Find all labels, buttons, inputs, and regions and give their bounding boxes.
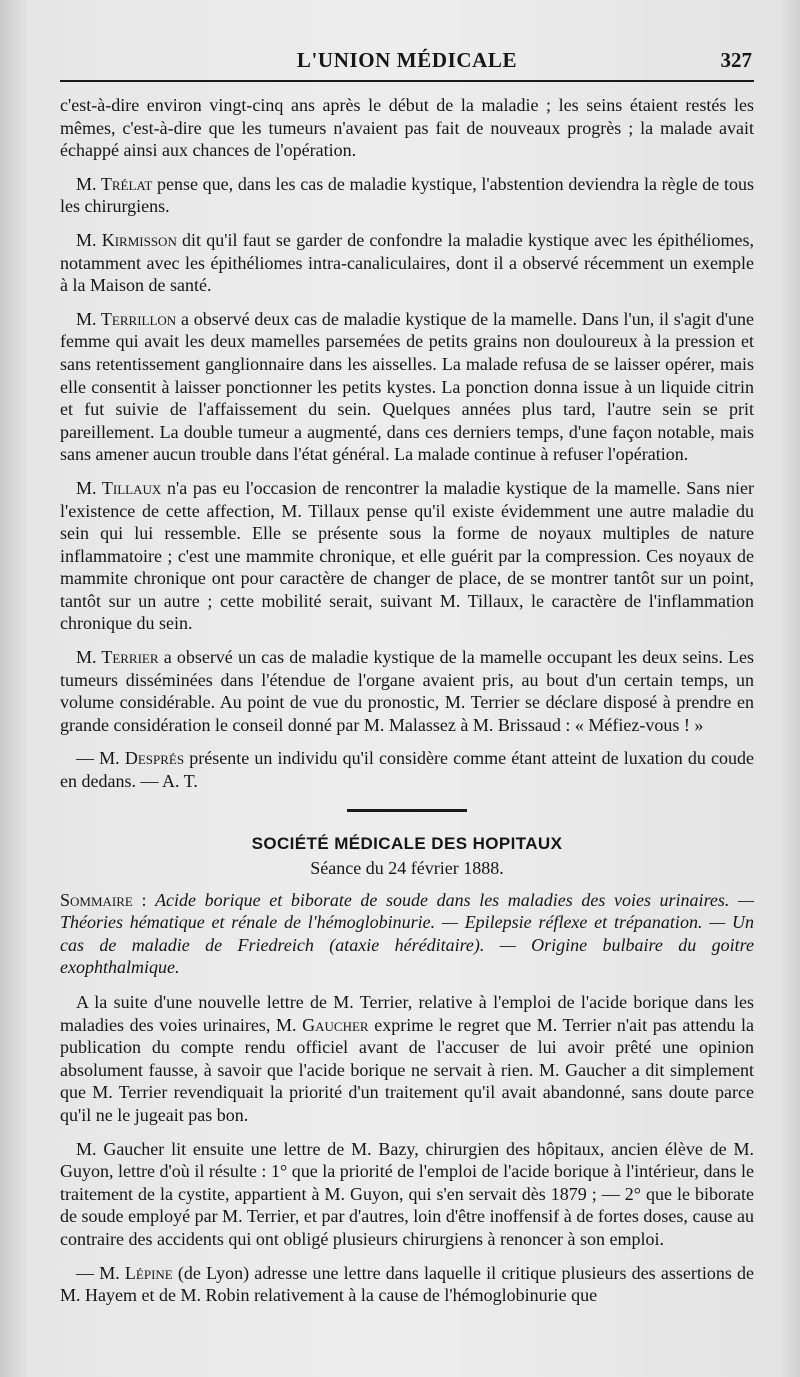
paragraph-text: pense que, dans les cas de maladie kystique, l'abstention deviendra la règle de tous les chirurgiens. <box>60 173 754 217</box>
paragraph-continuation <box>60 94 754 162</box>
paragraph-gaucher <box>60 991 754 1127</box>
speaker-name: M. Kirmisson <box>76 229 177 250</box>
paragraph-text: exprime le regret que M. Terrier n'ait pas attendu la publication du compte rendu officiel avant de l'accuser de lui avoir prêté une opinion absolument fausse, à savoir que l'acide borique ne servait à rien. M. Gaucher a dit simplement que M. Terrier revendiquait la priorité d'un traitement qu'il avait abandonné, sans doute parce qu'il ne le jugeait pas bon. <box>60 1014 754 1125</box>
speaker-name: M. Terrillon <box>76 308 177 329</box>
section-divider <box>347 809 467 812</box>
section-title: SOCIÉTÉ MÉDICALE DES HOPITAUX <box>251 833 563 853</box>
paragraph-text: a observé un cas de maladie kystique de la mamelle occupant les deux seins. Les tumeurs disséminées dans l'étendue de l'organe avaient pris, au bout d'un certain temps, un volume considérable. Au point de vue du pronostic, M. Terrier se déclare disposé à prendre en grande considération le conseil donné par M. Malassez à M. Brissaud : « Méfiez-vous ! » <box>60 647 754 735</box>
summary-label: Sommaire : <box>60 889 147 910</box>
paragraph-text: c'est-à-dire environ vingt-cinq ans après le début de la maladie ; les seins étaient restés les mêmes, c'est-à-dire que les tumeurs n'avaient pas fait de nouveaux progrès ; la malade avait échappé ainsi aux chances de l'opération. <box>60 95 754 161</box>
paragraph-lead: M. Gaucher lit ensuite une lettre de M. Bazy, chirurgien des hôpitaux, ancien élève de M. Guyon, lettre d'où il résulte : 1° que la priorité de l'emploi de l'acide borique à l'intérieur, dans le traitement de la cystite, appartient à M. Guyon, qui s'en servait dès 1879 ; — 2° que le biborate de soude employé par M. Terrier, et par d'autres, loin d'être inoffensif à de fortes doses, cause au contraire des accidents qui ont obligé plusieurs chirurgiens à renoncer à son emploi. <box>60 1138 754 1249</box>
paragraph-terrier <box>60 646 754 736</box>
speaker-name: M. Després <box>99 748 185 769</box>
speaker-name: M. Tillaux <box>76 477 162 498</box>
paragraph-text: a observé deux cas de maladie kystique de la mamelle. Dans l'un, il s'agit d'une femme qui avait les deux mamelles parsemées de petits grains non douloureux à la pression et sans retentissement ganglionnaire dans les aisselles. La malade refusa de se laisser opérer, mais elle consentit à laisser ponctionner les petits kystes. La ponction donna issue à un liquide citrin et fut suivie de l'affaissement du sein. Quelques années plus tard, l'autre sein se prit pareillement. La double tumeur a augmenté, dans ces derniers temps, d'une façon notable, mais sans amener aucun trouble dans l'état général. La malade continue à refuser l'opération. <box>60 308 754 465</box>
paragraph-tillaux <box>60 477 754 635</box>
paragraph-trelat <box>60 173 754 218</box>
paragraph-prefix: — <box>76 748 100 769</box>
page-header <box>60 48 754 82</box>
paragraph-text: dit qu'il faut se garder de confondre la maladie kystique avec les épithéliomes, notamment avec les épithéliomes intra-canaliculaires, dont il a observé récemment un exemple à la Maison de santé. <box>60 229 755 296</box>
article-body <box>60 94 754 1307</box>
paragraph-lepine <box>60 1262 754 1307</box>
paragraph-text: présente un individu qu'il considère comme étant atteint de luxation du coude en dedans. — A. T. <box>60 748 754 792</box>
paragraph-bazy-letter <box>60 1138 754 1251</box>
paragraph-terrillon <box>60 308 754 466</box>
page-number: 327 <box>720 48 752 72</box>
running-title: L'UNION MÉDICALE <box>296 48 518 72</box>
paragraph-lead: A la suite d'une nouvelle lettre de M. Terrier, relative à l'emploi de l'acide borique dans les maladies des voies urinaires, <box>60 992 754 1035</box>
paragraph-kirmisson <box>60 229 754 297</box>
speaker-name: M. Trélat <box>76 173 153 194</box>
speaker-name: M. Terrier <box>76 647 159 668</box>
paragraph-despres <box>60 747 754 792</box>
paragraph-text: n'a pas eu l'occasion de rencontrer la maladie kystique de la mamelle. Sans nier l'existence de cette affection, M. Tillaux pense qu'il existe évidemment une autre maladie du sein qui lui ressemble. Elle se présente sous la forme de noyaux multiples de nature inflammatoire ; c'est une mammite chronique, et elle guérit par la compression. Ces noyaux de mammite chronique ont pour caractère de changer de place, de se montrer tantôt sur un point, tantôt sur un autre ; cette mobilité serait, suivant M. Tillaux, le caractère de l'inflammation chronique du sein. <box>60 477 754 634</box>
speaker-name: M. Gaucher <box>276 1014 369 1035</box>
session-date: Séance du 24 février 1888. <box>310 857 504 878</box>
session-summary <box>60 889 754 979</box>
paragraph-lead: — <box>76 1262 100 1283</box>
summary-items: Acide borique et biborate de soude dans les maladies des voies urinaires. — Théories hématique et rénale de l'hémoglobinurie. — Epilepsie réflexe et trépanation. — Un cas de maladie de Friedreich (ataxie héréditaire). — Origine bulbaire du goitre exophthalmique. <box>60 889 754 978</box>
speaker-name: M. Lépine <box>99 1262 173 1283</box>
paragraph-text: (de Lyon) adresse une lettre dans laquelle il critique plusieurs des assertions de M. Hayem et de M. Robin relativement à la cause de l'hémoglobinurie que <box>60 1262 755 1306</box>
